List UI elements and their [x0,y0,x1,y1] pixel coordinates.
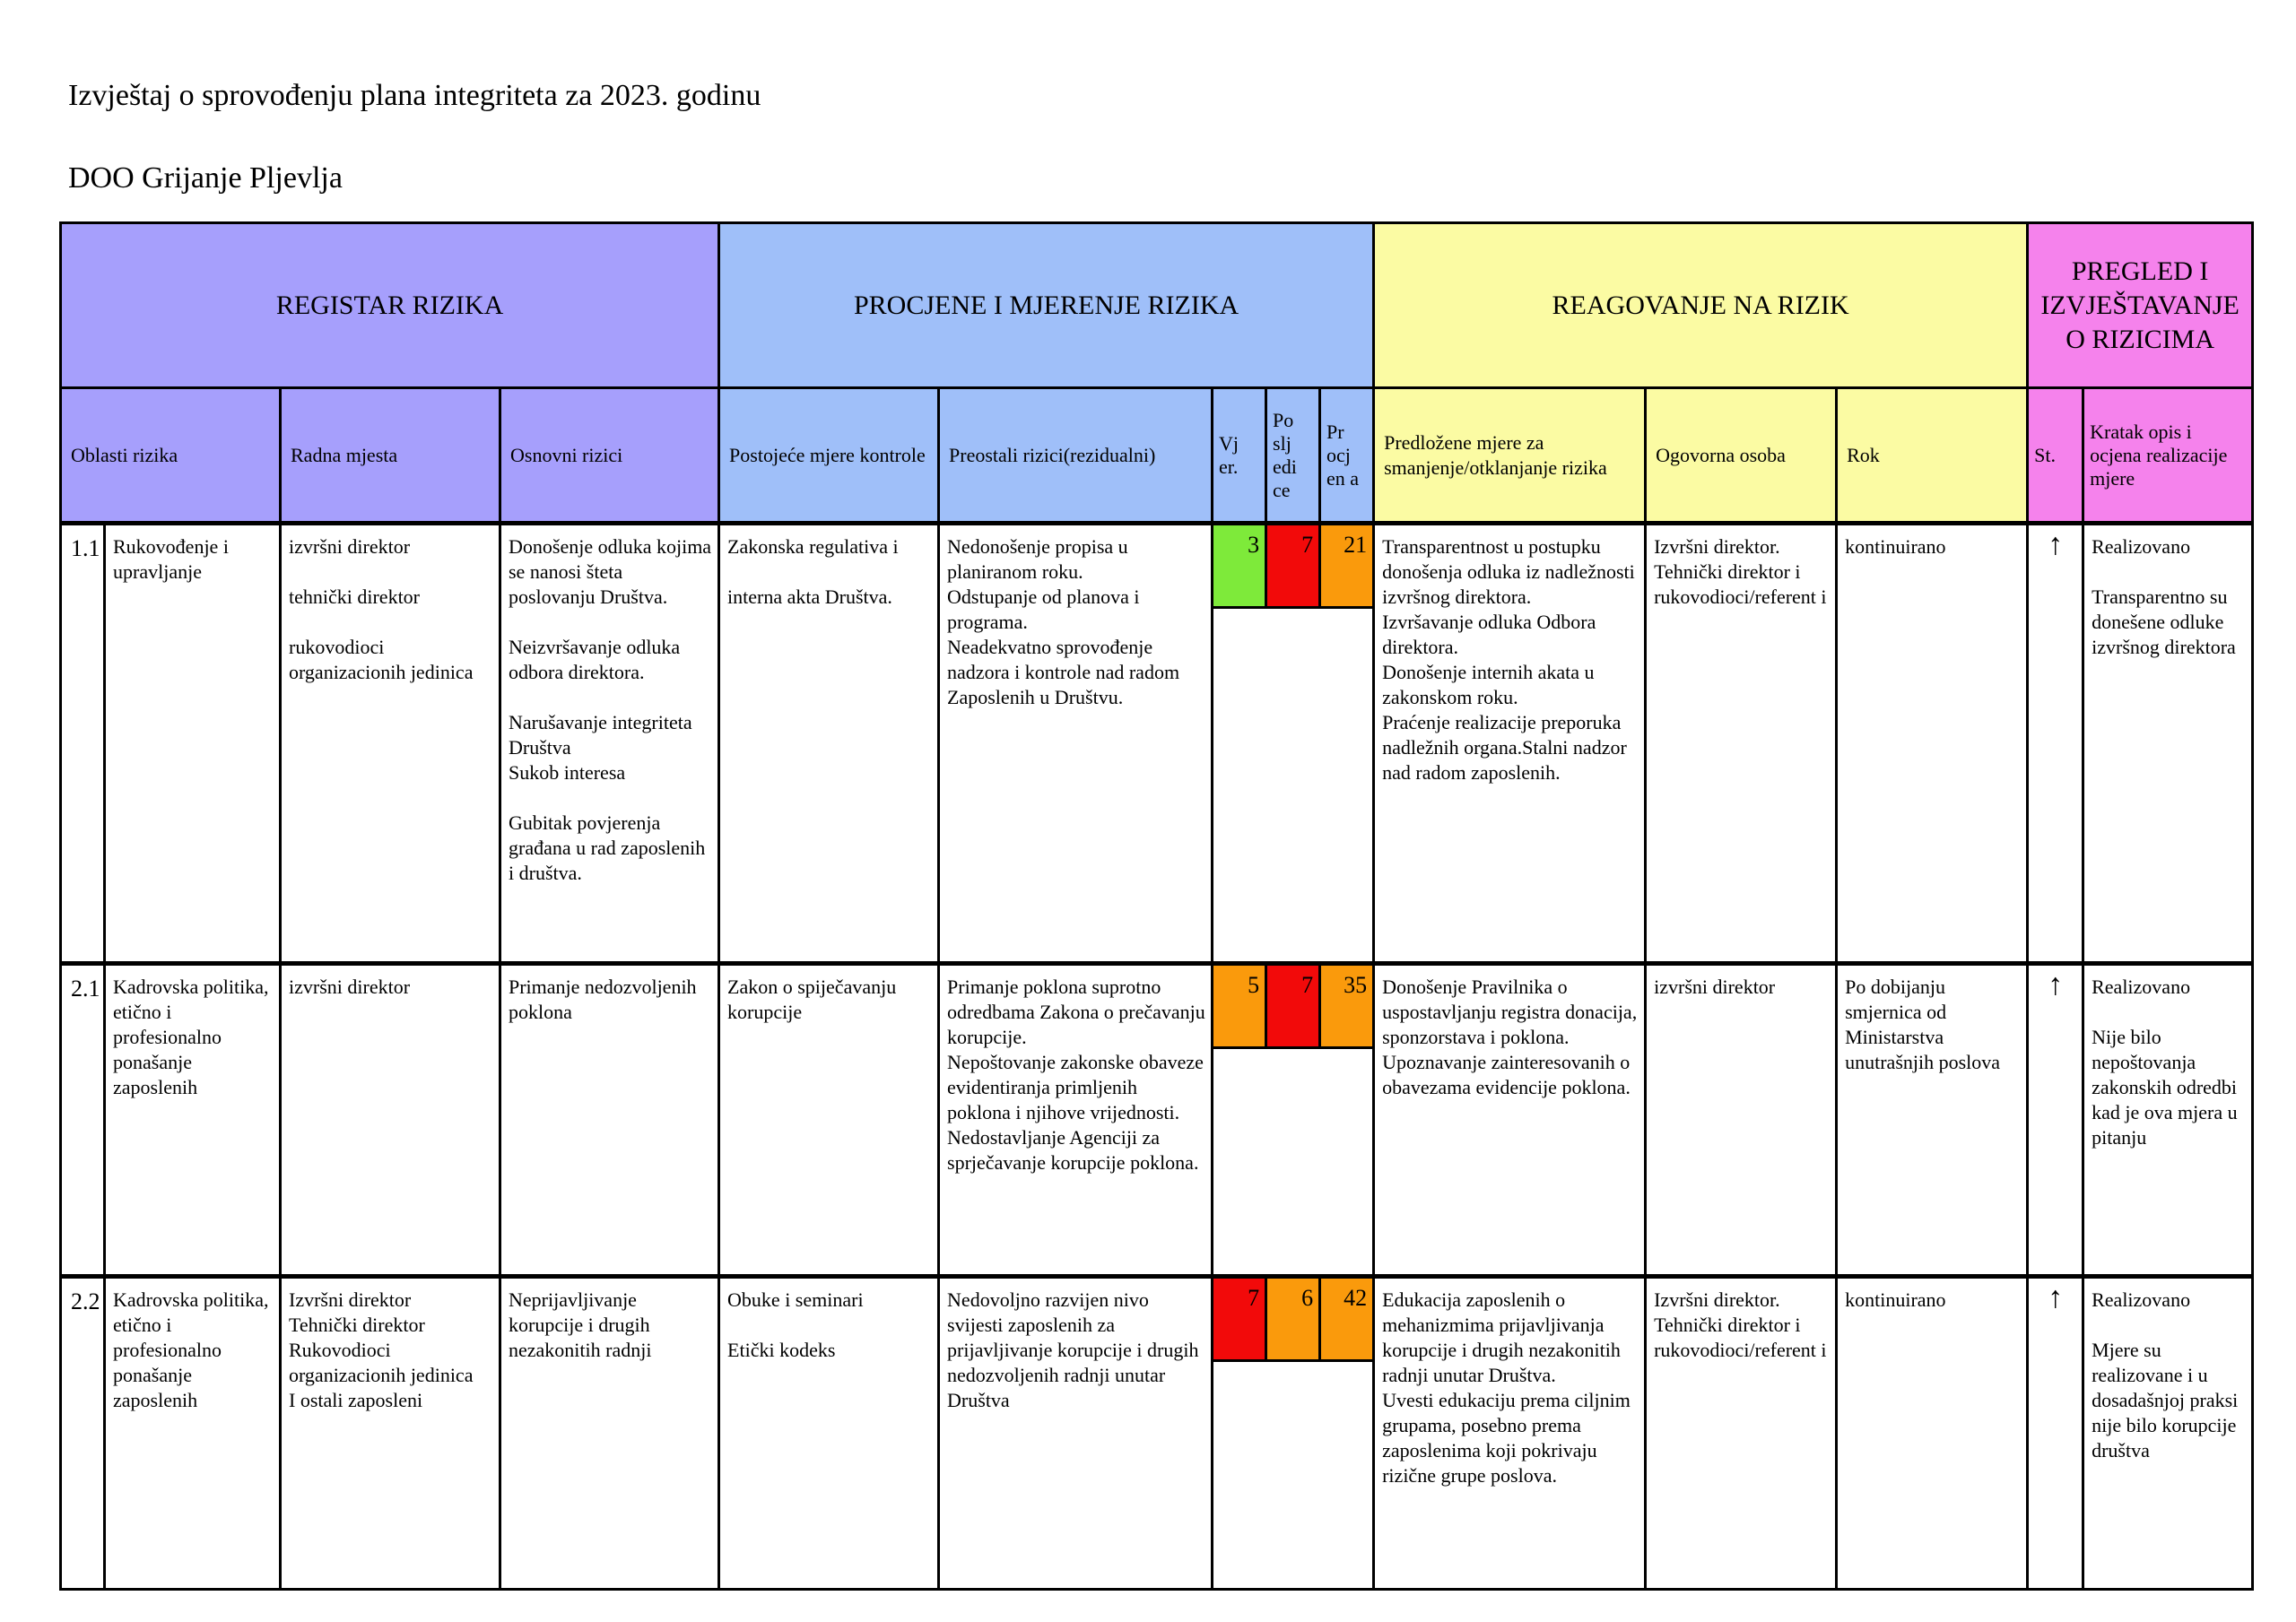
col-risks: Osnovni rizici [500,388,719,524]
assessment-score: 42 [1321,1279,1372,1359]
status-arrow-icon: ↑ [2028,964,2083,1277]
table-row [61,524,2253,964]
deadline: kontinuirano [1837,1277,2028,1590]
status-arrow-icon: ↑ [2028,524,2083,964]
risk-area: Rukovođenje i upravljanje [105,524,281,964]
residual-risks: Nedonošenje propisa u planiranom roku. Odstupanje od planova i programa. Neadekvatno sprovođenje nadzora i kontrole nad radom Zaposlenih u Društvu. [939,524,1213,964]
realization-summary: Realizovano Nije bilo nepoštovanja zakonskih odredbi kad je ova mjera u pitanju [2083,964,2253,1277]
basic-risks: Donošenje odluka kojima se nanosi šteta poslovanju Društva. Neizvršavanje odluka odbora direktora. Narušavanje integriteta Društva Sukob interesa Gubitak povjerenja građana u rad zaposlenih i društva. [500,524,719,964]
basic-risks: Neprijavljivanje korupcije i drugih nezakonitih radnji [500,1277,719,1590]
deadline: kontinuirano [1837,524,2028,964]
residual-risks: Nedovoljno razvijen nivo svijesti zaposlenih za prijavljivanje korupcije i drugih nedozvoljenih radnji unutar Društva [939,1277,1213,1590]
col-likelihood: Vj er. [1213,388,1266,524]
col-positions: Radna mjesta [281,388,500,524]
row-number: 2.2 [61,1277,105,1590]
col-controls: Postojeće mjere kontrole [719,388,939,524]
existing-controls: Obuke i seminari Etički kodeks [719,1277,939,1590]
group-response: REAGOVANJE NA RIZIK [1374,223,2028,388]
proposed-measures: Edukacija zaposlenih o mehanizmima prijavljivanja korupcije i drugih nezakonitih radnji unutar Društva. Uvesti edukaciju prema ciljnim grupama, posebno prema zaposlenima koji pokrivaju rizične grupe poslova. [1374,1277,1646,1590]
responsible-person: Izvršni direktor. Tehnički direktor i rukovodioci/referent i [1646,524,1837,964]
risk-scores [1213,524,1374,964]
work-positions: izvršni direktor [281,964,500,1277]
consequence-score: 6 [1267,1279,1321,1359]
consequence-score: 7 [1267,525,1321,606]
organization-name: DOO Grijanje Pljevlja [68,161,343,195]
work-positions: izvršni direktor tehnički direktor rukovodioci organizacionih jedinica [281,524,500,964]
risk-area: Kadrovska politika, etično i profesionalno ponašanje zaposlenih [105,1277,281,1590]
consequence-score: 7 [1267,966,1321,1046]
likelihood-score: 5 [1213,966,1267,1046]
col-measures: Predložene mjere za smanjenje/otklanjanje rizika [1374,388,1646,524]
col-assessment: Pr ocj en a [1320,388,1374,524]
risk-scores [1213,1277,1374,1590]
realization-summary: Realizovano Mjere su realizovane i u dosadašnjoj praksi nije bilo korupcije društva [2083,1277,2253,1590]
likelihood-score: 7 [1213,1279,1267,1359]
responsible-person: Izvršni direktor. Tehnički direktor i rukovodioci/referent i [1646,1277,1837,1590]
risk-area: Kadrovska politika, etično i profesionalno ponašanje zaposlenih [105,964,281,1277]
document-title: Izvještaj o sprovođenju plana integriteta za 2023. godinu [68,79,761,112]
proposed-measures: Transparentnost u postupku donošenja odluka iz nadležnosti izvršnog direktora. Izvršavanje odluka Odbora direktora. Donošenje internih akata u zakonskom roku. Praćenje realizacije preporuka nadležnih organa.Stalni nadzor nad radom zaposlenih. [1374,524,1646,964]
col-residual: Preostali rizici(rezidualni) [939,388,1213,524]
residual-risks: Primanje poklona suprotno odredbama Zakona o prečavanju korupcije. Nepoštovanje zakonske obaveze evidentiranja primljenih poklona i njihove vrijednosti. Nedostavljanje Agenciji za sprječavanje korupcije poklona. [939,964,1213,1277]
col-status: St. [2028,388,2083,524]
row-number: 1.1 [61,524,105,964]
group-assessment: PROCJENE I MJERENJE RIZIKA [719,223,1374,388]
col-area: Oblasti rizika [61,388,281,524]
responsible-person: izvršni direktor [1646,964,1837,1277]
col-summary: Kratak opis i ocjena realizacije mjere [2083,388,2253,524]
assessment-score: 35 [1321,966,1372,1046]
col-person: Ogovorna osoba [1646,388,1837,524]
realization-summary: Realizovano Transparentno su donešene odluke izvršnog direktora [2083,524,2253,964]
risk-scores [1213,964,1374,1277]
row-number: 2.1 [61,964,105,1277]
existing-controls: Zakon o spiječavanju korupcije [719,964,939,1277]
group-register: REGISTAR RIZIKA [61,223,719,388]
assessment-score: 21 [1321,525,1372,606]
work-positions: Izvršni direktor Tehnički direktor Rukovodioci organizacionih jedinica I ostali zaposleni [281,1277,500,1590]
basic-risks: Primanje nedozvoljenih poklona [500,964,719,1277]
col-consequence: Po slj edi ce [1266,388,1320,524]
group-review: PREGLED I IZVJEŠTAVANJE O RIZICIMA [2028,223,2253,388]
risk-register-table [59,221,2254,1591]
proposed-measures: Donošenje Pravilnika o uspostavljanju registra donacija, sponzorstava i poklona. Upoznavanje zainteresovanih o obavezama evidencije poklona. [1374,964,1646,1277]
likelihood-score: 3 [1213,525,1267,606]
status-arrow-icon: ↑ [2028,1277,2083,1590]
col-deadline: Rok [1837,388,2028,524]
table-row [61,1277,2253,1590]
table-row [61,964,2253,1277]
existing-controls: Zakonska regulativa i interna akta Društva. [719,524,939,964]
deadline: Po dobijanju smjernica od Ministarstva unutrašnjih poslova [1837,964,2028,1277]
